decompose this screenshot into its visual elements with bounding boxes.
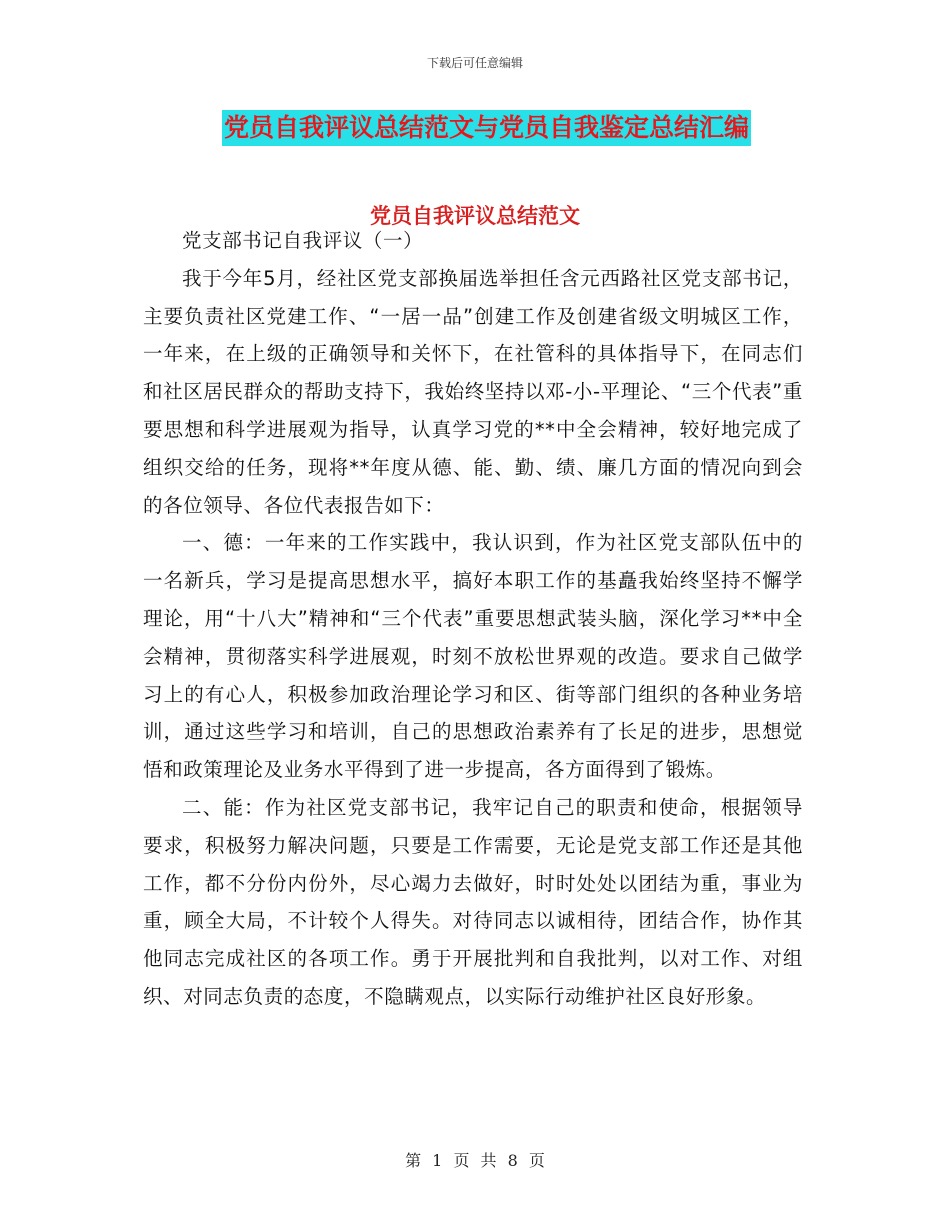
page-footer: 第 1 页 共 8 页 — [405, 1151, 545, 1170]
paragraph-ability: 二、能：作为社区党支部书记，我牢记自己的职责和使命，根据领导要求，积极努力解决问题，只要是工作需要，无论是党支部工作还是其他工作，都不分份内份外，尽心竭力去做好，时时处处以团结为重，事业为重，顾全大局，不计较个人得失。对待同志以诚相待，团结合作，协作其他同志完成社区的各项工作。勇于开展批判和自我批判，以对工作、对组织、对同志负责的态度，不隐瞒观点，以实际行动维护社区良好形象。 — [143, 795, 803, 1008]
section-title: 党员自我评议总结范文 — [370, 204, 580, 228]
document-body — [143, 222, 803, 1016]
document-main-title: 党员自我评议总结范文与党员自我鉴定总结汇编 — [222, 110, 751, 146]
paragraph-virtue: 一、德：一年来的工作实践中，我认识到，作为社区党支部队伍中的一名新兵，学习是提高思想水平，搞好本职工作的基矗我始终坚持不懈学理论，用“十八大”精神和“三个代表”重要思想武装头脑，深化学习**中全会精神，贯彻落实科学进展观，时刻不放松世界观的改造。要求自己做学习上的有心人，积极参加政治理论学习和区、街等部门组织的各种业务培训，通过这些学习和培训，自己的思想政治素养有了长足的进步，思想觉悟和政策理论及业务水平得到了进一步提高，各方面得到了锻炼。 — [143, 531, 803, 782]
subheading: 党支部书记自我评议（一） — [182, 229, 424, 252]
paragraph-intro: 我于今年5月，经社区党支部换届选举担任含元西路社区党支部书记，主要负责社区党建工作、“一居一品”创建工作及创建省级文明城区工作，一年来，在上级的正确领导和关怀下，在社管科的具体指导下，在同志们和社区居民群众的帮助支持下，我始终坚持以邓-小-平理论、“三个代表”重要思想和科学进展观为指导，认真学习党的**中全会精神，较好地完成了组织交给的任务，现将**年度从德、能、勤、绩、廉几方面的情况向到会的各位领导、各位代表报告如下： — [143, 266, 803, 517]
header-note: 下载后可任意编辑 — [426, 56, 523, 70]
